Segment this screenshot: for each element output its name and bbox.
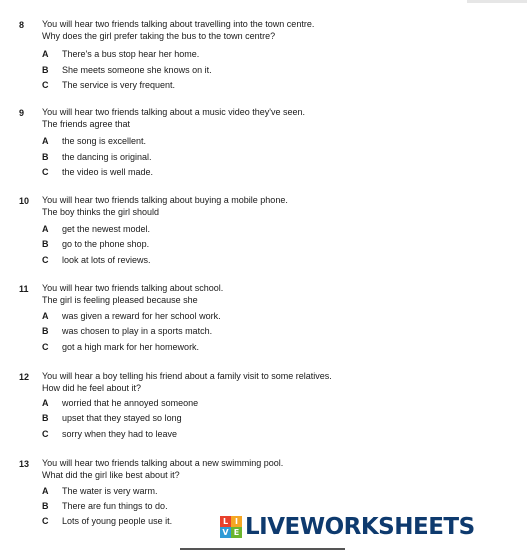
stem-line: You will hear two friends talking about travelling into the town centre.	[42, 19, 315, 29]
option-letter: B	[42, 413, 49, 423]
option-a[interactable]	[42, 47, 502, 61]
option-text: was given a reward for her school work.	[62, 311, 221, 321]
question-stem	[42, 371, 512, 394]
question-stem	[42, 107, 512, 130]
option-text: go to the phone shop.	[62, 239, 150, 249]
question-stem	[42, 195, 512, 218]
option-text: There are fun things to do.	[62, 501, 168, 511]
option-b[interactable]	[42, 63, 502, 77]
option-letter: B	[42, 501, 49, 511]
option-text: There's a bus stop hear her home.	[62, 49, 200, 59]
question-number: 12	[19, 372, 30, 382]
option-a[interactable]	[42, 222, 502, 236]
option-letter: B	[42, 326, 49, 336]
option-letter: A	[42, 486, 49, 496]
option-a[interactable]	[42, 484, 502, 498]
option-letter: A	[42, 136, 49, 146]
question-number: 9	[19, 108, 25, 118]
option-letter: C	[42, 429, 49, 439]
question-stem	[42, 283, 512, 306]
option-c[interactable]	[42, 253, 502, 267]
option-a[interactable]	[42, 309, 502, 323]
stem-line: The boy thinks the girl should	[42, 206, 160, 217]
option-b[interactable]	[42, 324, 502, 338]
option-c[interactable]	[42, 427, 502, 441]
stem-line: You will hear two friends talking about a music video they've seen.	[42, 107, 306, 117]
stem-line: You will hear two friends talking about buying a mobile phone.	[42, 195, 288, 205]
stem-line: The friends agree that	[42, 118, 131, 129]
stem-line: You will hear two friends talking about a new swimming pool.	[42, 458, 284, 468]
logo-tile: E	[231, 527, 242, 538]
question-number: 8	[19, 20, 25, 30]
option-letter: C	[42, 516, 49, 526]
option-letter: A	[42, 49, 49, 59]
option-letter: B	[42, 65, 49, 75]
option-text: Lots of young people use it.	[62, 516, 173, 526]
option-letter: A	[42, 311, 49, 321]
stem-line: What did the girl like best about it?	[42, 469, 180, 480]
option-text: the video is well made.	[62, 167, 154, 177]
option-text: got a high mark for her homework.	[62, 342, 200, 352]
top-edge-mark	[467, 0, 527, 3]
logo-tile: V	[220, 527, 231, 538]
option-b[interactable]	[42, 150, 502, 164]
option-text: the dancing is original.	[62, 152, 152, 162]
liveworksheets-logo-icon	[220, 516, 242, 538]
option-text: look at lots of reviews.	[62, 255, 151, 265]
option-letter: C	[42, 255, 49, 265]
question-number: 10	[19, 196, 30, 206]
stem-line: The girl is feeling pleased because she	[42, 294, 198, 305]
option-text: The service is very frequent.	[62, 80, 176, 90]
option-text: was chosen to play in a sports match.	[62, 326, 213, 336]
option-letter: C	[42, 80, 49, 90]
stem-line: You will hear two friends talking about school.	[42, 283, 224, 293]
option-a[interactable]	[42, 396, 502, 410]
option-text: get the newest model.	[62, 224, 151, 234]
option-letter: C	[42, 342, 49, 352]
liveworksheets-watermark	[220, 511, 475, 543]
option-text: She meets someone she knows on it.	[62, 65, 212, 75]
option-text: worried that he annoyed someone	[62, 398, 199, 408]
option-c[interactable]	[42, 340, 502, 354]
option-text: the song is excellent.	[62, 136, 147, 146]
question-stem	[42, 19, 512, 42]
option-letter: C	[42, 167, 49, 177]
logo-tile: L	[220, 516, 231, 527]
option-letter: A	[42, 398, 49, 408]
option-text: sorry when they had to leave	[62, 429, 178, 439]
watermark-text: LIVEWORKSHEETS	[245, 514, 475, 540]
question-number: 11	[19, 284, 29, 294]
option-b[interactable]	[42, 411, 502, 425]
option-letter: A	[42, 224, 49, 234]
option-c[interactable]	[42, 165, 502, 179]
option-letter: B	[42, 239, 49, 249]
option-c[interactable]	[42, 78, 502, 92]
question-stem	[42, 458, 512, 481]
stem-line: Why does the girl prefer taking the bus to the town centre?	[42, 30, 276, 41]
logo-tile: I	[231, 516, 242, 527]
option-text: upset that they stayed so long	[62, 413, 182, 423]
stem-line: You will hear a boy telling his friend about a family visit to some relatives.	[42, 371, 332, 381]
option-b[interactable]	[42, 237, 502, 251]
stem-line: How did he feel about it?	[42, 382, 142, 393]
option-text: The water is very warm.	[62, 486, 158, 496]
bottom-edge-mark	[180, 548, 345, 550]
question-number: 13	[19, 459, 30, 469]
option-letter: B	[42, 152, 49, 162]
option-a[interactable]	[42, 134, 502, 148]
